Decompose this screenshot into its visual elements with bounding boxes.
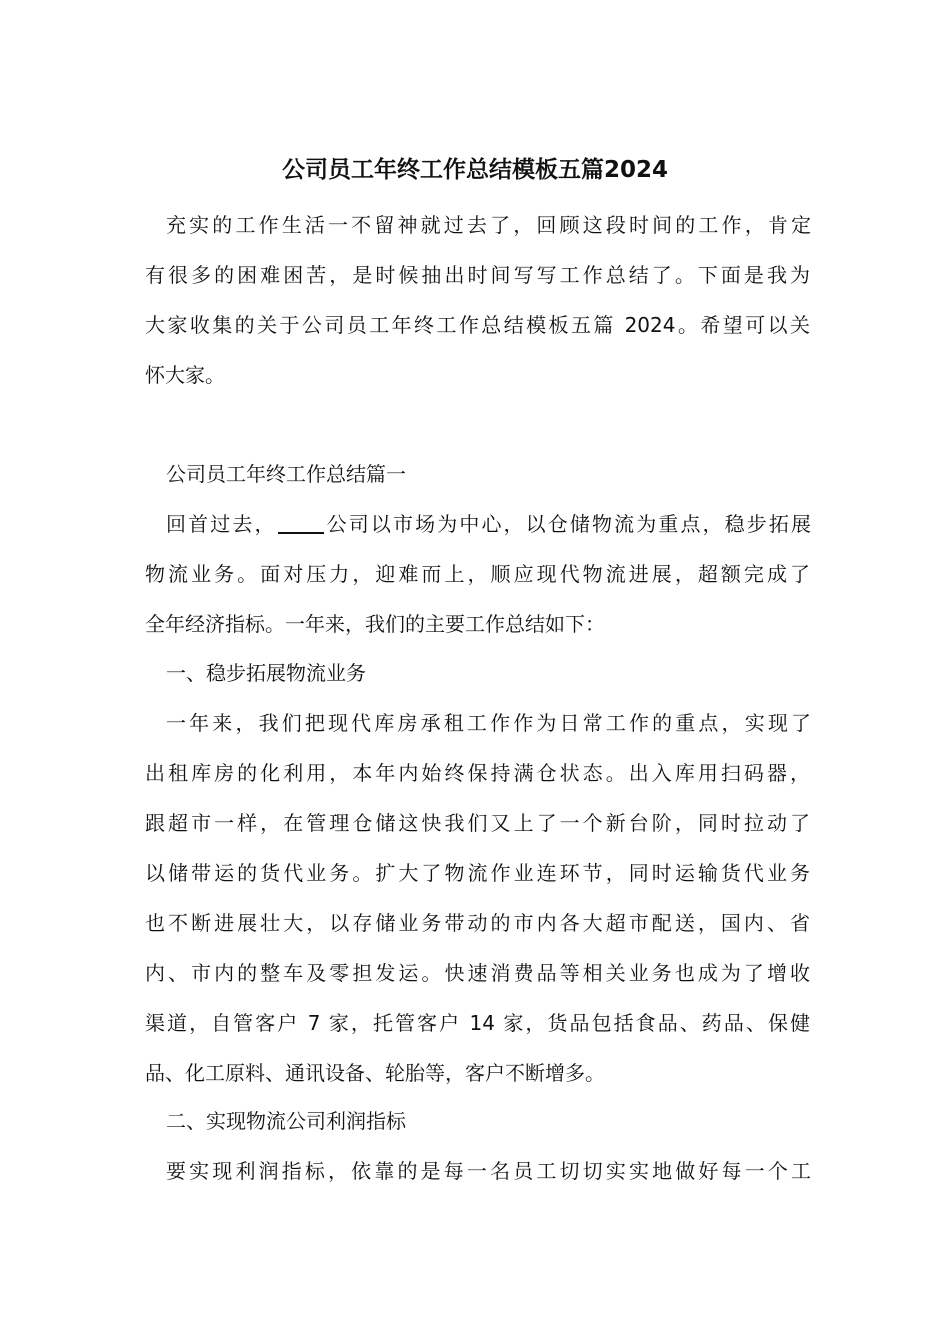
intro-line-1: 充实的工作生活一不留神就过去了，回顾这段时间的工作，肯定 bbox=[166, 213, 811, 237]
para2-line-3: 跟超市一样，在管理仓储这快我们又上了一个新台阶，同时拉动了 bbox=[145, 811, 810, 835]
para2-line-4: 以储带运的货代业务。扩大了物流作业连环节，同时运输货代业务 bbox=[145, 861, 810, 885]
section-title: 公司员工年终工作总结篇一 bbox=[166, 462, 406, 486]
heading-1: 一、稳步拓展物流业务 bbox=[166, 661, 366, 685]
para2-line-8: 品、化工原料、通讯设备、轮胎等，客户不断增多。 bbox=[145, 1061, 605, 1085]
para2-line-6: 内、市内的整车及零担发运。快速消费品等相关业务也成为了增收 bbox=[145, 961, 810, 985]
heading-2: 二、实现物流公司利润指标 bbox=[166, 1109, 406, 1133]
para2-line-7: 渠道，自管客户 7 家，托管客户 14 家，货品包括食品、药品、保健 bbox=[145, 1011, 810, 1035]
fill-in-blank bbox=[278, 512, 324, 534]
para2-line-1: 一年来，我们把现代库房承租工作作为日常工作的重点，实现了 bbox=[166, 711, 811, 735]
para1-line-2: 物流业务。面对压力，迎难而上，顺应现代物流进展，超额完成了 bbox=[145, 562, 810, 586]
para3-line-1: 要实现利润指标，依靠的是每一名员工切切实实地做好每一个工 bbox=[166, 1159, 811, 1183]
para1-line-3: 全年经济指标。一年来，我们的主要工作总结如下： bbox=[145, 612, 605, 636]
para2-line-5: 也不断进展壮大，以存储业务带动的市内各大超市配送，国内、省 bbox=[145, 911, 810, 935]
intro-line-4: 怀大家。 bbox=[145, 363, 225, 387]
para1-line-1-start: 回首过去， bbox=[166, 512, 277, 536]
document-title: 公司员工年终工作总结模板五篇2024 bbox=[281, 157, 668, 183]
intro-line-3: 大家收集的关于公司员工年终工作总结模板五篇 2024。希望可以关 bbox=[145, 313, 810, 337]
intro-line-2: 有很多的困难困苦，是时候抽出时间写写工作总结了。下面是我为 bbox=[145, 263, 810, 287]
para1-line-1 bbox=[166, 510, 811, 538]
para2-line-2: 出租库房的化利用，本年内始终保持满仓状态。出入库用扫码器， bbox=[145, 761, 810, 785]
para1-line-1-end: 公司以市场为中心，以仓储物流为重点，稳步拓展 bbox=[324, 512, 811, 536]
